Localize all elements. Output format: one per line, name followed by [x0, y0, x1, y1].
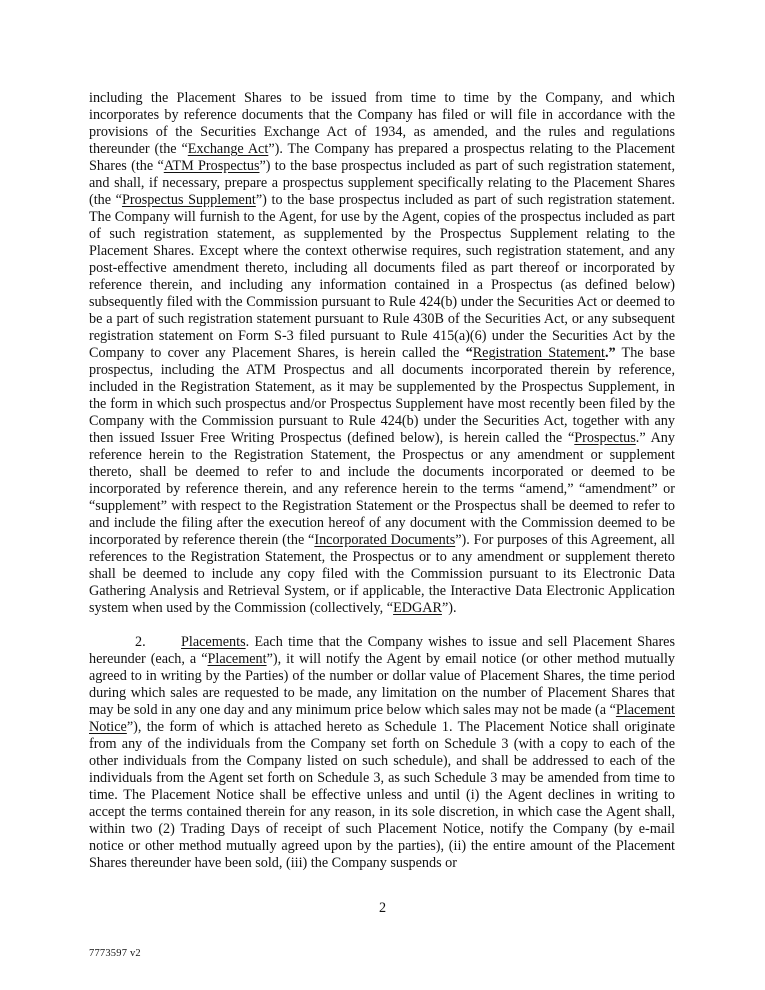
section-number: 2. — [135, 634, 146, 650]
defined-term-registration-statement: Registration Statement — [472, 345, 605, 361]
defined-term-incorporated-documents: Incorporated Documents — [314, 532, 456, 548]
text-run: ”) to the base prospectus included as part of such registration statement. The Company will furnish to the Agent, for use by the Agent, copies of the prospectus included as part of such registration statement, as supplemented by the Prospectus Supplement relating to the Placement Shares. Except where the context otherwise requires, such registration statement, and any post-effective amendment thereto, including all documents filed as part thereof or incorporated by reference therein, and including any information contained in a Prospectus (as defined below) subsequently filed with the Commission pursuant to Rule 424(b) under the Securities Act or deemed to be a part of such registration statement pursuant to Rule 430B of the Securities Act, or any subsequent registration statement on Form S-3 filed pursuant to Rule 415(a)(6) under the Securities Act by the Company to cover any Placement Shares, is herein called the — [89, 192, 675, 361]
section-heading-placements: Placements — [181, 634, 246, 650]
page-body — [89, 90, 675, 872]
defined-term-placement-notice: Placement Notice — [89, 702, 675, 735]
defined-term-edgar: EDGAR — [393, 600, 442, 616]
text-run: ”). The Company has prepared a prospectus relating to the Placement Shares (the “ — [89, 141, 675, 174]
text-run: ”), it will notify the Agent by email notice (or other method mutually agreed to in writing by the Parties) of the number or dollar value of Placement Shares, the time period during which sales are requested to be made, any limitation on the number of Placement Shares that may be sold in any one day and any minimum price below which sales may not be made (a “ — [89, 651, 675, 718]
document-id: 7773597 v2 — [89, 948, 141, 959]
defined-term-exchange-act: Exchange Act — [187, 141, 269, 157]
text-run: ”), the form of which is attached hereto as Schedule 1. The Placement Notice shall originate from any of the individuals from the Company set forth on Schedule 3 (with a copy to each of the other individuals from the Company listed on such schedule), and shall be addressed to each of the individuals from the Agent set forth on Schedule 3, as such Schedule 3 may be amended from time to time. The Placement Notice shall be effective unless and until (i) the Agent declines in writing to accept the terms contained therein for any reason, in its sole discretion, in which case the Agent shall, within two (2) Trading Days of receipt of such Placement Notice, notify the Company (by e-mail notice or other method mutually agreed upon by the parties), (ii) the entire amount of the Placement Shares thereunder have been sold, (iii) the Company suspends or — [89, 719, 675, 871]
defined-term-placement: Placement — [207, 651, 267, 667]
text-run: ”) to the base prospectus included as part of such registration statement, and shall, if necessary, prepare a prospectus supplement specifically relating to the Placement Shares (the “ — [89, 158, 675, 208]
text-run: The base prospectus, including the ATM Prospectus and all documents incorporated therein by reference, included in the Registration Statement, as it may be supplemented by the Prospectus Supplement, in the form in which such prospectus and/or Prospectus Supplement have most recently been filed by the Company with the Commission pursuant to Rule 424(b) under the Securities Act, together with any then issued Issuer Free Writing Prospectus (defined below), is herein called the “ — [89, 345, 676, 446]
quote-mark: .” — [604, 345, 616, 361]
paragraph-registration-statement — [89, 90, 675, 617]
page-number: 2 — [378, 900, 387, 916]
quote-mark: “ — [465, 345, 473, 361]
text-run: ”). — [441, 600, 457, 616]
text-run: including the Placement Shares to be issued from time to time by the Company, and which incorporates by reference documents that the Company has filed or will file in accordance with the provisions of the Securities Exchange Act of 1934, as amended, and the rules and regulations thereunder (the “ — [89, 90, 675, 157]
text-run: . Each time that the Company wishes to issue and sell Placement Shares hereunder (each, a “ — [89, 634, 675, 667]
paragraph-placements — [89, 634, 675, 872]
defined-term-prospectus-supplement: Prospectus Supplement — [121, 192, 256, 208]
defined-term-prospectus: Prospectus — [574, 430, 636, 446]
defined-term-atm-prospectus: ATM Prospectus — [163, 158, 260, 174]
text-run: ”). For purposes of this Agreement, all references to the Registration Statement, the Prospectus or to any amendment or supplement thereto shall be deemed to include any copy filed with the Commission pursuant to its Electronic Data Gathering Analysis and Retrieval System, or if applicable, the Interactive Data Electronic Application system when used by the Commission (collectively, “ — [89, 532, 675, 616]
text-run: .” Any reference herein to the Registration Statement, the Prospectus or any amendment or supplement thereto, shall be deemed to refer to and include the documents incorporated or deemed to be incorporated by reference therein, and any reference herein to the terms “amend,” “amendment” or “supplement” with respect to the Registration Statement or the Prospectus shall be deemed to refer to and include the filing after the execution hereof of any document with the Commission deemed to be incorporated by reference therein (the “ — [89, 430, 675, 548]
